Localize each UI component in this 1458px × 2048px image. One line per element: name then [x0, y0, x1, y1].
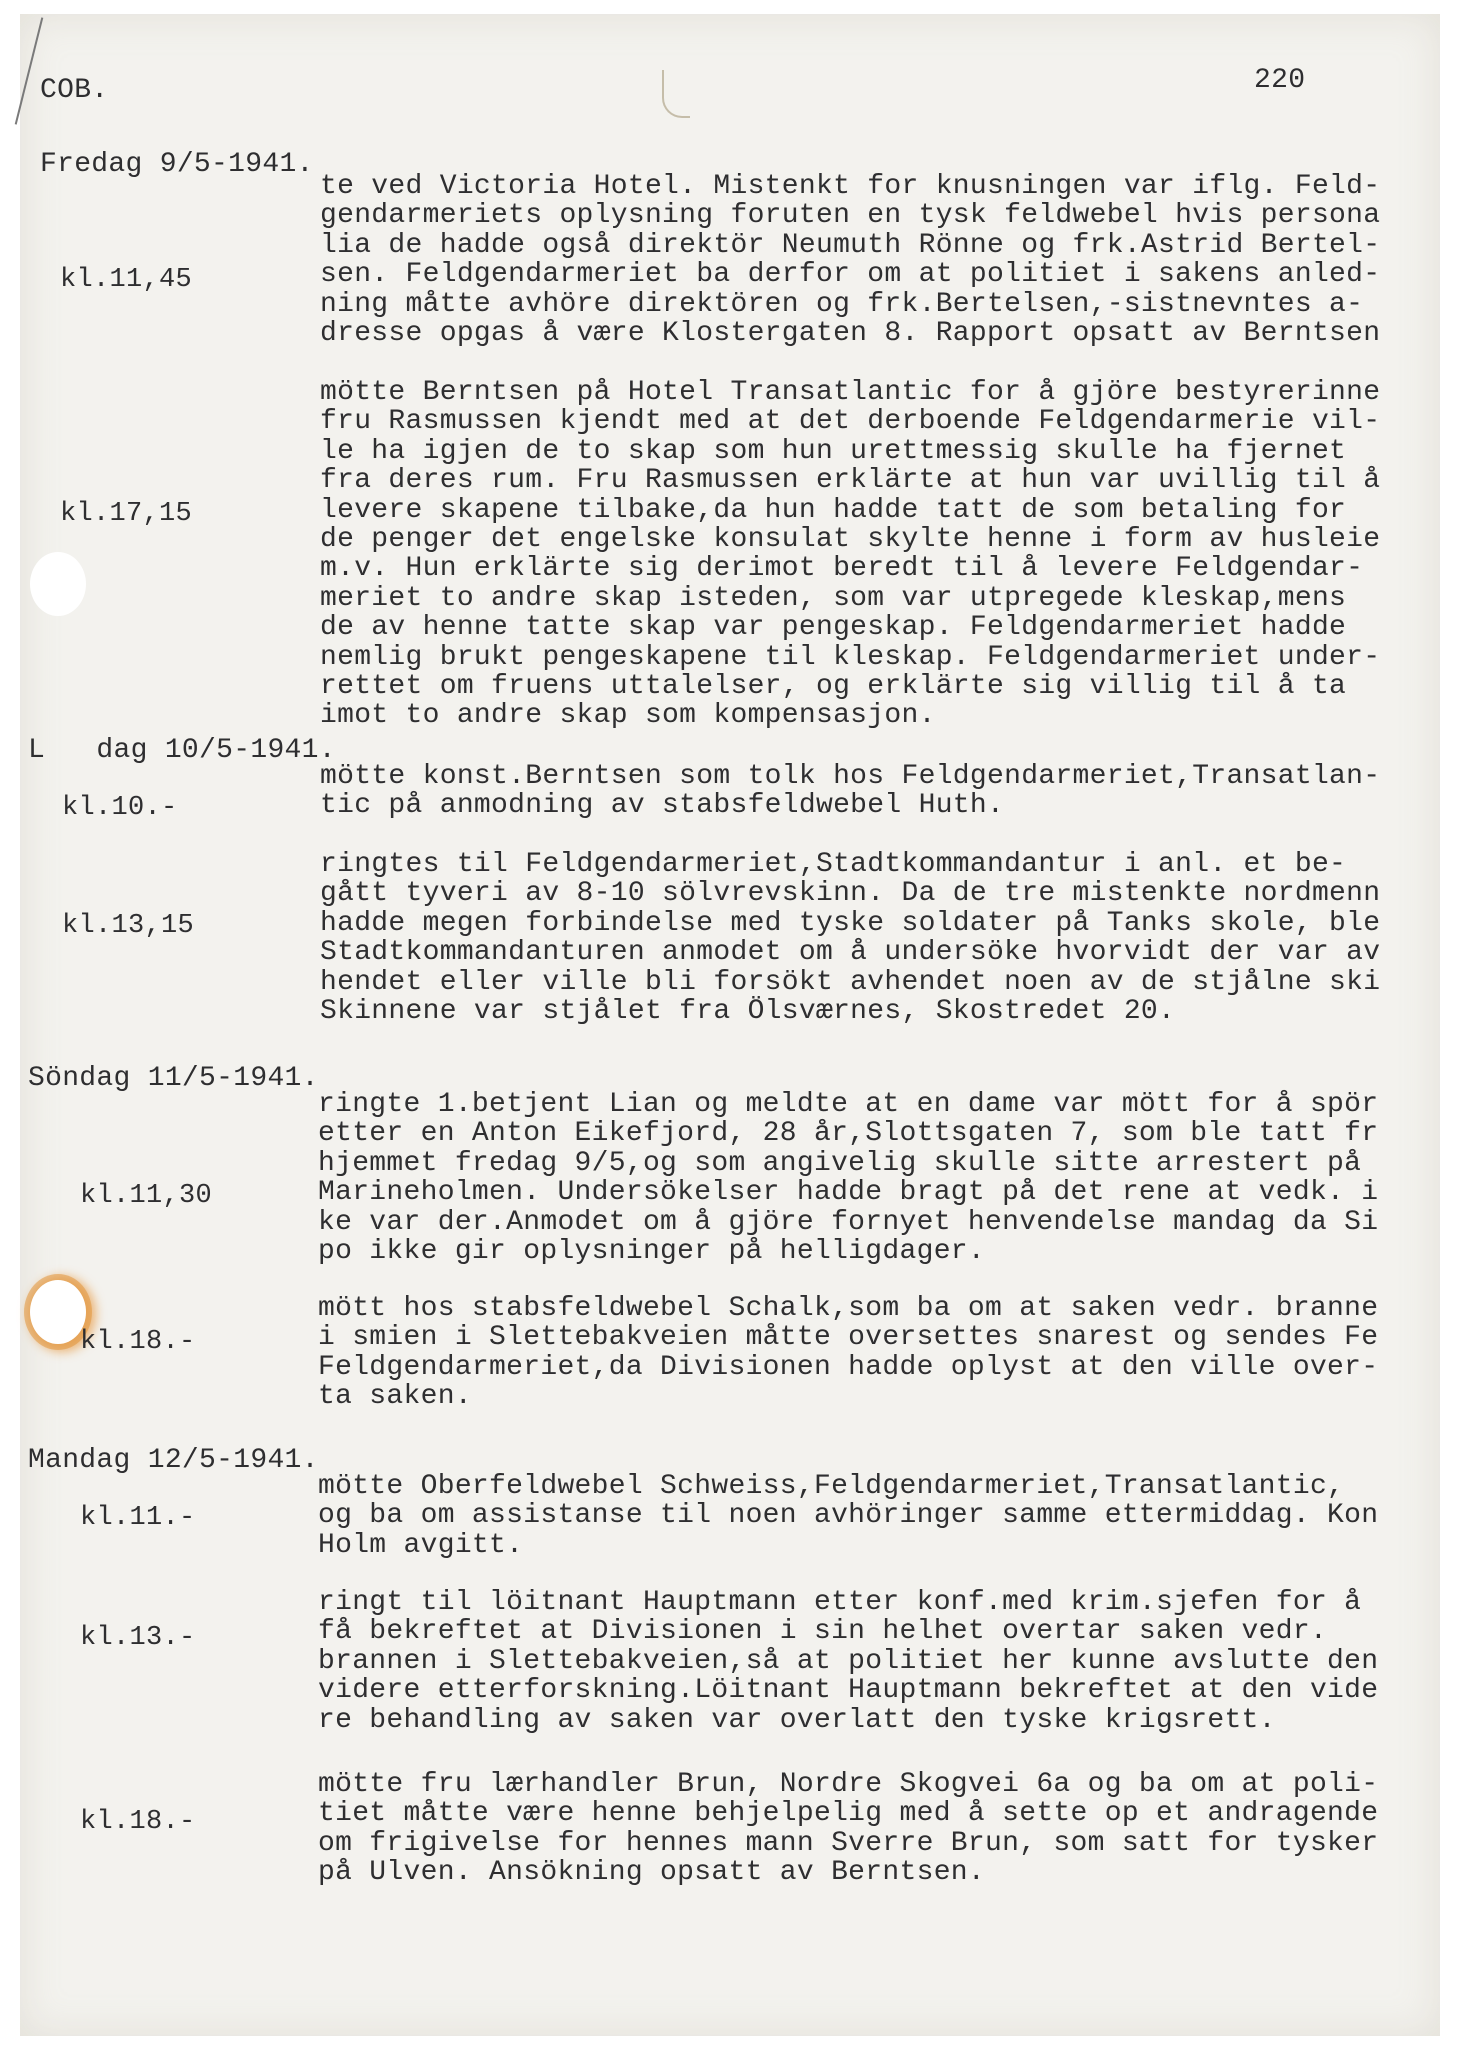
entry-time: kl.13,15 — [62, 911, 195, 941]
entry-text: te ved Victoria Hotel. Mistenkt for knusningen var iflg. Feld- gendarmeriets oplysning foruten en tysk feldwebel hvis persona lia de hadde også direktör Neumuth Rönne og frk.Astrid Bertel- sen. Feldgendarmeriet ba derfor om at politiet i sakens anled- ning måtte avhöre direktören og frk.Bertelsen,-sistnevntes a- dresse opgas å være Klostergaten 8. Rapport opsatt av Berntsen — [320, 171, 1381, 350]
punch-hole-lower — [30, 1280, 86, 1344]
entry-time: kl.10.- — [62, 793, 178, 823]
entry-time: kl.17,15 — [60, 499, 193, 529]
section-date: Mandag 12/5-1941. — [28, 1445, 319, 1476]
entry-time: kl.13.- — [80, 1623, 196, 1653]
entry-text: ringtes til Feldgendarmeriet,Stadtkommandantur i anl. et be- gått tyveri av 8-10 sölvrevskinn. Da de tre mistenkte nordmenn hadde megen forbindelse med tyske soldater på Tanks skole, ble Stadtkommandanturen anmodet om å undersöke hvorvidt der var av hendet eller ville bli forsökt avhendet noen av de stjålne ski Skinnene var stjålet fra Ölsværnes, Skostredet 20. — [320, 849, 1381, 1028]
entry-text: mötte fru lærhandler Brun, Nordre Skogvei 6a og ba om at poli- tiet måtte være henne behjelpelig med å sette op et andragende om frigivelse for hennes mann Sverre Brun, som satt for tysker på Ulven. Ansökning opsatt av Berntsen. — [318, 1769, 1379, 1889]
entry-text: ringte 1.betjent Lian og meldte at en dame var mött for å spör etter en Anton Eikefjord, 28 år,Slottsgaten 7, som ble tatt fr hjemmet fredag 9/5,og som angivelig skulle sitte arrestert på Marineholmen. Undersökelser hadde bragt på det rene at vedk. i ke var der.Anmodet om å gjöre fornyet henvendelse mandag da Si po ikke gir oplysninger på helligdager. — [318, 1089, 1379, 1268]
entry-text: mötte Oberfeldwebel Schweiss,Feldgendarmeriet,Transatlantic, og ba om assistanse til noen avhöringer samme ettermiddag. Kon Holm avgitt. — [318, 1471, 1379, 1561]
entry-text: ringt til löitnant Hauptmann etter konf.med krim.sjefen for å få bekreftet at Divisionen i sin helhet overtar saken vedr. brannen i Slettebakveien,så at politiet her kunne avslutte den videre etterforskning.Löitnant Hauptmann bekreftet at den vide re behandling av saken var overlatt den tyske krigsrett. — [318, 1587, 1379, 1736]
entry-time: kl.18.- — [80, 1807, 196, 1837]
punch-hole-upper — [30, 552, 86, 616]
section-date: L dag 10/5-1941. — [28, 735, 336, 766]
entry-text: mötte konst.Berntsen som tolk hos Feldgendarmeriet,Transatlan- tic på anmodning av stabsfeldwebel Huth. — [320, 761, 1381, 822]
entry-time: kl.11.- — [80, 1503, 196, 1533]
entry-time: kl.11,45 — [60, 265, 193, 295]
section-date: Söndag 11/5-1941. — [28, 1063, 319, 1094]
entry-text: mötte Berntsen på Hotel Transatlantic for å gjöre bestyrerinne fru Rasmussen kjendt med at det derboende Feldgendarmerie vil- le ha igjen de to skap som hun urettmessig skulle ha fjernet fra deres rum. Fru Rasmussen erklärte at hun var uvillig til å levere skapene tilbake,da hun hadde tatt de som betaling for de penger det engelske konsulat skylte henne i form av husleie m.v. Hun erklärte sig derimot beredt til å levere Feldgendar- meriet to andre skap isteden, som var utpregede kleskap,mens de av henne tatte skap var pengeskap. Feldgendarmeriet hadde nemlig brukt pengeskapene til kleskap. Feldgendarmeriet under- rettet om fruens uttalelser, og erklärte sig villig til å ta imot to andre skap som kompensasjon. — [320, 377, 1381, 732]
page-number: 220 — [1254, 65, 1306, 96]
entry-text: mött hos stabsfeldwebel Schalk,som ba om at saken vedr. branne i smien i Slettebakveien måtte oversettes snarest og sendes Fe Feldgendarmeriet,da Divisionen hadde oplyst at den ville over- ta saken. — [318, 1293, 1379, 1413]
entry-time: kl.18.- — [80, 1327, 196, 1357]
pen-scribble — [662, 70, 690, 118]
archive-code: COB. — [40, 75, 109, 106]
entry-time: kl.11,30 — [80, 1181, 213, 1211]
section-date: Fredag 9/5-1941. — [40, 149, 314, 180]
